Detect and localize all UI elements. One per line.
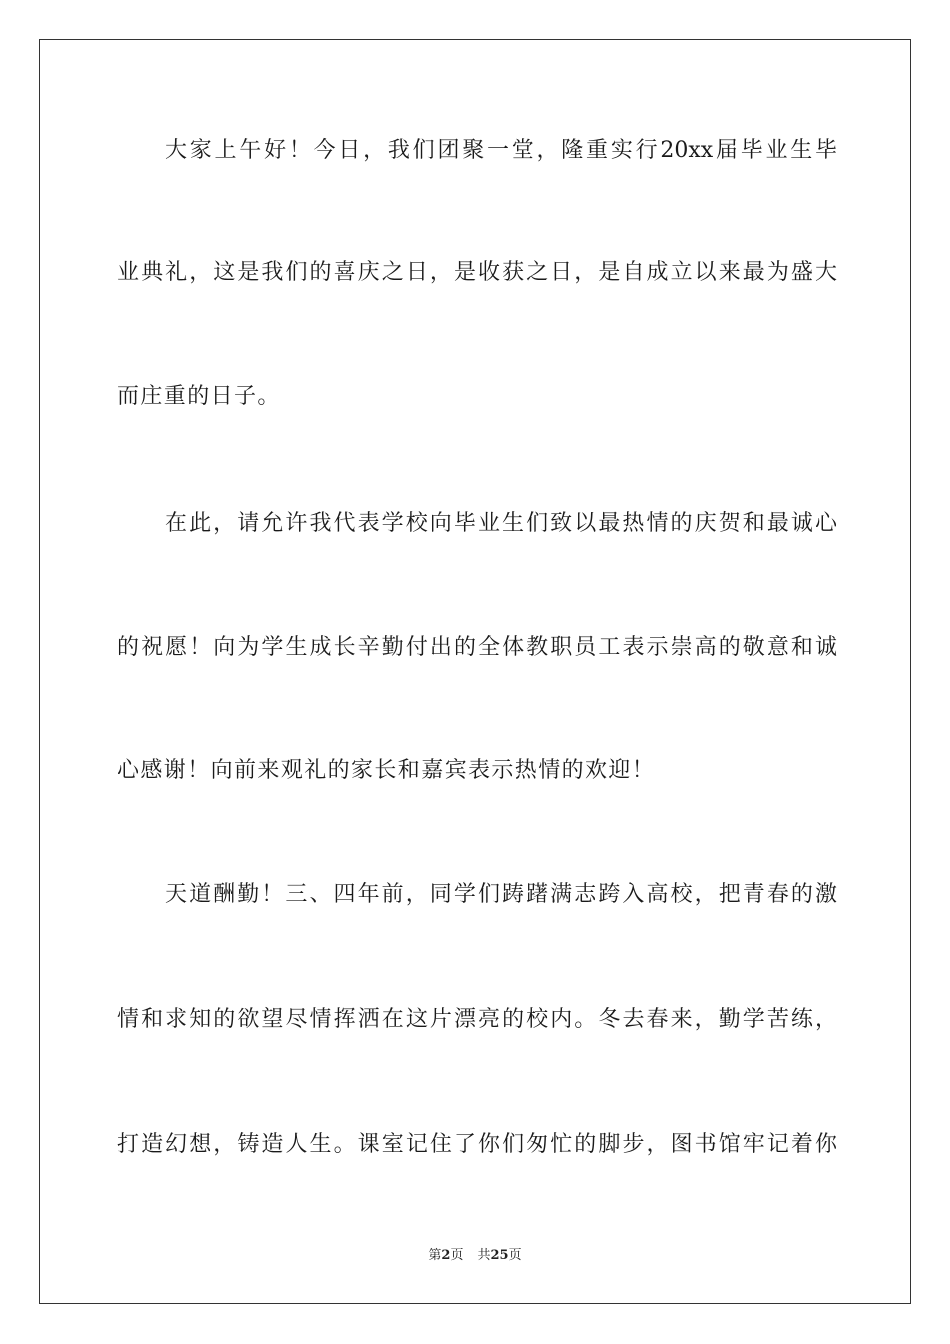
total-prefix: 共 (477, 1248, 491, 1263)
total-page-count: 25 (490, 1248, 509, 1263)
paragraph-3-line-2: 情和求知的欲望尽情挥洒在这片漂亮的校内。冬去春来，勤学苦练， (117, 1007, 837, 1032)
page-footer (0, 1247, 950, 1265)
paragraph-2-line-3: 心感谢！向前来观礼的家长和嘉宾表示热情的欢迎！ (117, 758, 656, 783)
paragraph-1-line-1: 大家上午好！今日，我们团聚一堂，隆重实行20xx届毕业生毕 (165, 138, 837, 163)
paragraph-3-line-1: 天道酬勤！三、四年前，同学们踌躇满志跨入高校，把青春的激 (165, 882, 837, 907)
paragraph-2-line-2: 的祝愿！向为学生成长辛勤付出的全体教职员工表示崇高的敬意和诚 (117, 635, 837, 660)
paragraph-1-line-3: 而庄重的日子。 (117, 384, 281, 409)
page-suffix: 页 (450, 1248, 464, 1263)
paragraph-2-line-1: 在此，请允许我代表学校向毕业生们致以最热情的庆贺和最诚心 (165, 511, 837, 536)
current-page-number: 2 (441, 1248, 451, 1263)
paragraph-3-line-3: 打造幻想，铸造人生。课室记住了你们匆忙的脚步，图书馆牢记着你 (117, 1132, 837, 1157)
total-suffix: 页 (508, 1248, 522, 1263)
paragraph-1-line-2: 业典礼，这是我们的喜庆之日，是收获之日，是自成立以来最为盛大 (117, 260, 837, 285)
page-prefix: 第 (428, 1248, 442, 1263)
page-border (39, 39, 911, 1304)
